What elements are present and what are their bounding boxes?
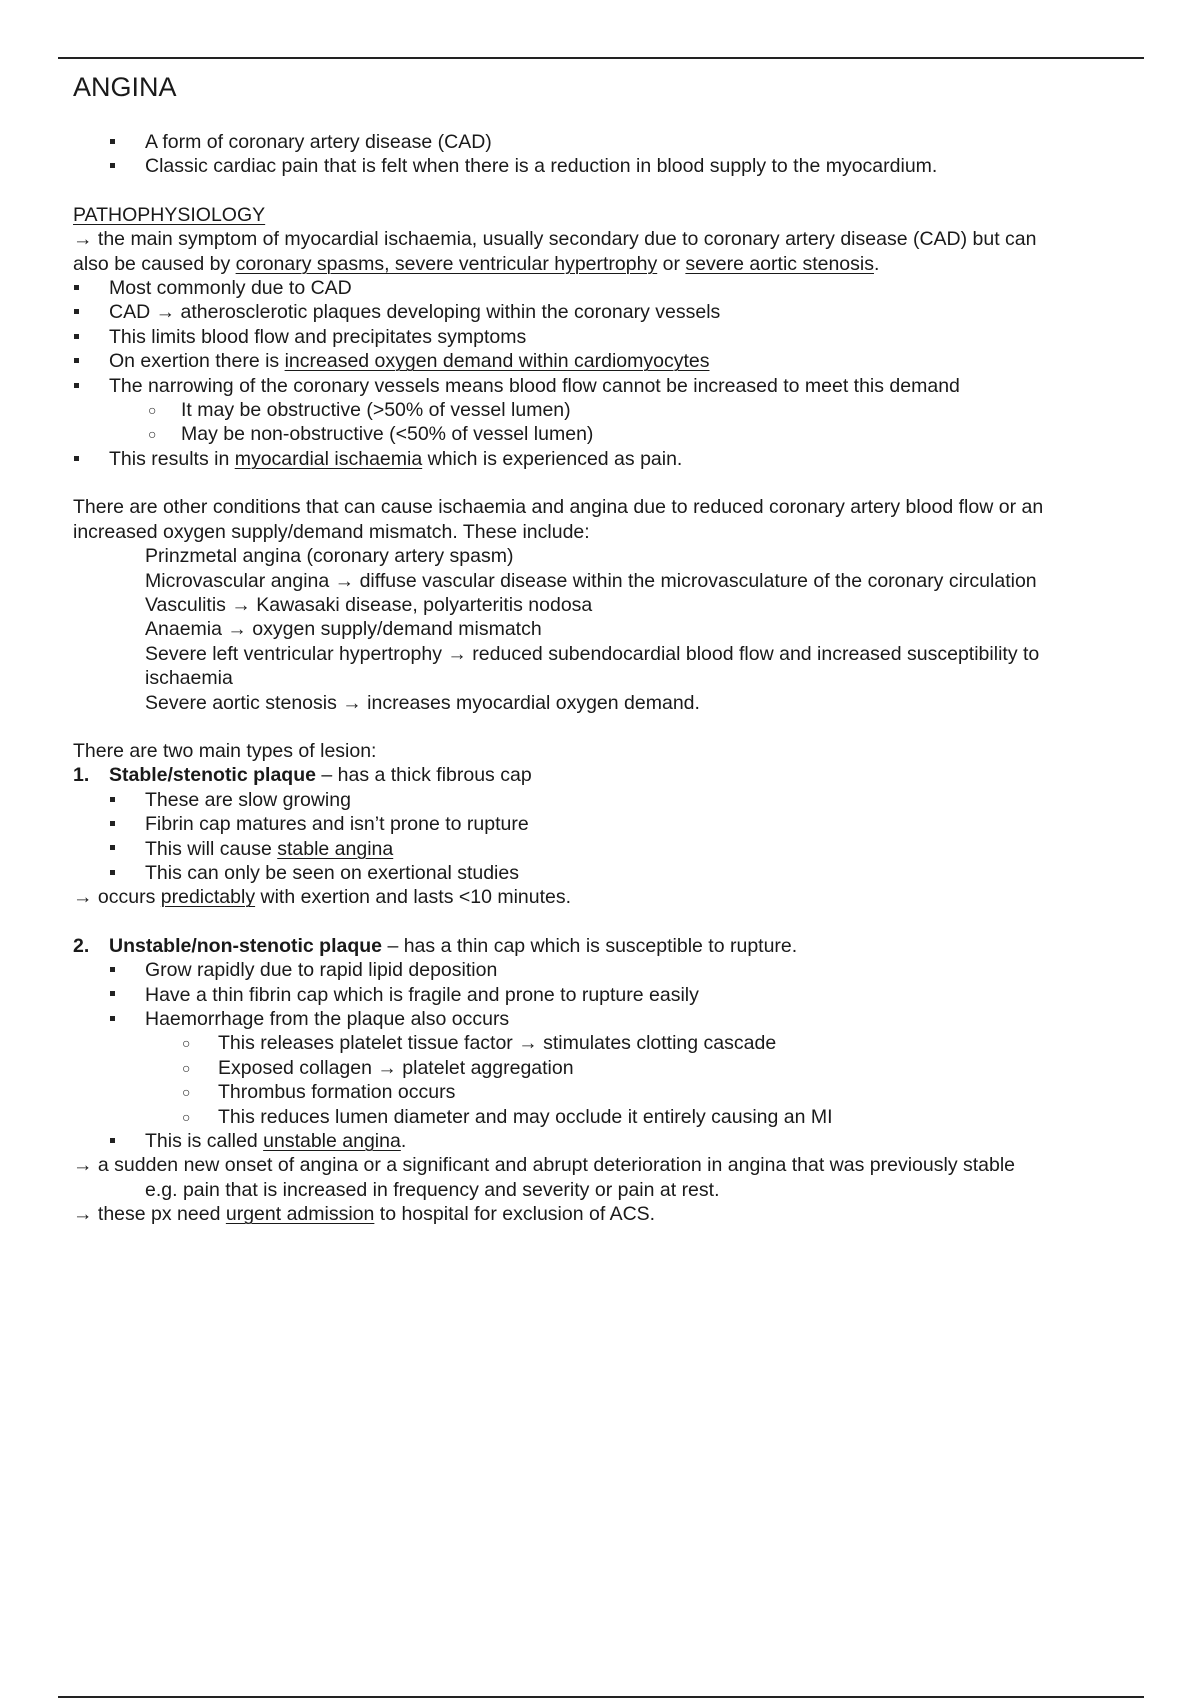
- paragraph: There are other conditions that can cause ischaemia and angina due to reduced coronary artery blood flow or an: [73, 496, 1044, 519]
- bottom-rule: [58, 1696, 1144, 1698]
- paragraph: increased oxygen supply/demand mismatch. These include:: [73, 520, 590, 543]
- list-item: ○ This reduces lumen diameter and may occlude it entirely causing an MI: [182, 1105, 833, 1128]
- list-item: Microvascular angina → diffuse vascular disease within the microvasculature of the coronary circulation: [145, 569, 1037, 592]
- numbered-item: 2. Unstable/non-stenotic plaque – has a thin cap which is susceptible to rupture.: [73, 934, 798, 957]
- list-item: Haemorrhage from the plaque also occurs: [73, 1007, 1133, 1031]
- list-item: This is called unstable angina.: [73, 1129, 1133, 1153]
- list-item: The narrowing of the coronary vessels means blood flow cannot be increased to meet this demand: [73, 374, 1133, 398]
- list-item: ischaemia: [145, 667, 233, 690]
- list-item: Classic cardiac pain that is felt when there is a reduction in blood supply to the myocardium.: [73, 154, 1133, 178]
- list-item: Severe aortic stenosis → increases myocardial oxygen demand.: [145, 691, 700, 714]
- paragraph: → occurs predictably with exertion and lasts <10 minutes.: [73, 886, 572, 909]
- page-title: ANGINA: [73, 72, 177, 102]
- numbered-item: 1. Stable/stenotic plaque – has a thick fibrous cap: [73, 764, 532, 787]
- list-item: ○ It may be obstructive (>50% of vessel lumen): [148, 399, 571, 422]
- paragraph: → the main symptom of myocardial ischaemia, usually secondary due to coronary artery disease (CAD) but can: [73, 228, 1037, 251]
- list-item: CAD → atherosclerotic plaques developing within the coronary vessels: [73, 300, 1133, 324]
- list-item: A form of coronary artery disease (CAD): [73, 130, 1133, 154]
- list-item: On exertion there is increased oxygen demand within cardiomyocytes: [73, 349, 1133, 373]
- list-item: Severe left ventricular hypertrophy → reduced subendocardial blood flow and increased susceptibility to: [145, 642, 1040, 665]
- paragraph: There are two main types of lesion:: [73, 739, 377, 762]
- list-item: ○ Thrombus formation occurs: [182, 1081, 456, 1104]
- list-item: These are slow growing: [73, 788, 1133, 812]
- document-body: [73, 70, 1133, 1227]
- list-item: Grow rapidly due to rapid lipid deposition: [73, 958, 1133, 982]
- paragraph: → these px need urgent admission to hospital for exclusion of ACS.: [73, 1203, 656, 1226]
- list-item: ○ May be non-obstructive (<50% of vessel lumen): [148, 423, 594, 446]
- list-item: Have a thin fibrin cap which is fragile and prone to rupture easily: [73, 983, 1133, 1007]
- paragraph: e.g. pain that is increased in frequency and severity or pain at rest.: [145, 1178, 720, 1201]
- section-heading: PATHOPHYSIOLOGY: [73, 203, 266, 226]
- list-item: Fibrin cap matures and isn’t prone to rupture: [73, 812, 1133, 836]
- list-item: This can only be seen on exertional studies: [73, 861, 1133, 885]
- list-item: This results in myocardial ischaemia which is experienced as pain.: [73, 447, 1133, 471]
- list-item: Vasculitis → Kawasaki disease, polyarteritis nodosa: [145, 593, 593, 616]
- list-item: This will cause stable angina: [73, 837, 1133, 861]
- list-item: Prinzmetal angina (coronary artery spasm): [145, 545, 514, 568]
- list-item: ○ This releases platelet tissue factor → stimulates clotting cascade: [182, 1032, 777, 1055]
- paragraph: also be caused by coronary spasms, severe ventricular hypertrophy or severe aortic stenosis.: [73, 252, 880, 275]
- list-item: Most commonly due to CAD: [73, 276, 1133, 300]
- list-item: Anaemia → oxygen supply/demand mismatch: [145, 618, 542, 641]
- list-item: This limits blood flow and precipitates symptoms: [73, 325, 1133, 349]
- paragraph: → a sudden new onset of angina or a significant and abrupt deterioration in angina that was previously stable: [73, 1154, 1016, 1177]
- top-rule: [58, 57, 1144, 59]
- list-item: ○ Exposed collagen → platelet aggregation: [182, 1056, 574, 1079]
